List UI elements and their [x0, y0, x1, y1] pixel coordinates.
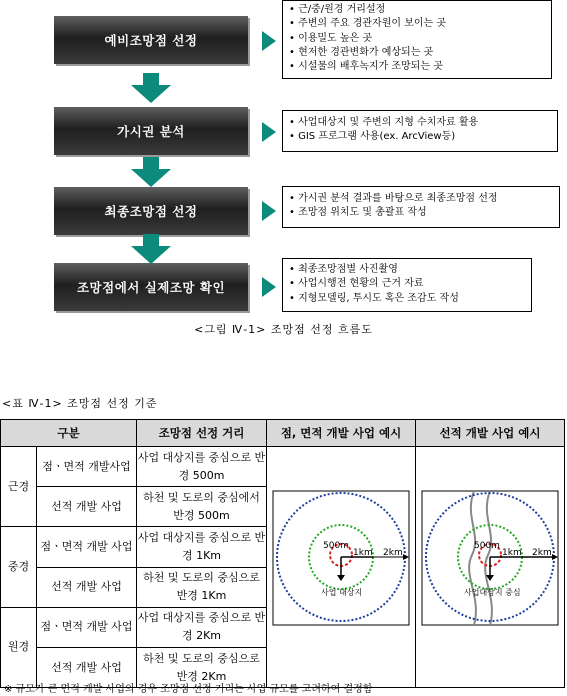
step-label: 예비조망점 선정 — [104, 33, 198, 48]
detail-item: • 근/중/원경 거리설정 — [297, 3, 545, 17]
table-row — [1, 447, 565, 487]
step-preliminary-viewpoint — [54, 16, 248, 64]
right-arrow-icon — [262, 31, 276, 51]
project-type: 점ㆍ면적 개발 사업 — [37, 527, 137, 568]
area-example-diagram — [267, 447, 416, 688]
down-arrow-icon — [131, 73, 171, 103]
project-type: 점ㆍ면적 개발사업 — [37, 447, 137, 487]
radius-label-500m: 500m — [323, 541, 349, 551]
detail-item: • 시설물의 배후녹지가 조망되는 곳 — [297, 60, 545, 74]
project-type: 선적 개발 사업 — [37, 567, 137, 607]
step-detail-box — [282, 258, 532, 312]
right-arrow-icon — [262, 122, 276, 142]
table-title: <표 Ⅳ-1> 조망점 선정 기준 — [2, 397, 158, 410]
criteria-text: 하천 및 도로의 중심에서 반경 500m — [137, 487, 267, 527]
linear-diagram-svg — [416, 447, 564, 681]
project-type: 점ㆍ면적 개발 사업 — [37, 607, 137, 648]
step-label: 최종조망점 선정 — [104, 204, 198, 219]
step-label: 조망점에서 실제조망 확인 — [76, 280, 226, 295]
criteria-text: 하천 및 도로의 중심으로 반경 1Km — [137, 567, 267, 607]
figure-caption: <그림 Ⅳ-1> 조망점 선정 흐름도 — [194, 323, 373, 336]
detail-item: • 이용밀도 높은 곳 — [297, 32, 545, 46]
group-name: 중경 — [1, 527, 37, 608]
group-name: 원경 — [1, 607, 37, 688]
criteria-table — [0, 419, 565, 688]
arrow-icon — [337, 575, 345, 581]
detail-item: • 조망점 위치도 및 총괄표 작성 — [297, 206, 553, 220]
footnote: ※ 규모가 큰 면적 개발 사업의 경우 조망점 선정 거리는 사업 규모를 고려하여 결정함 — [4, 684, 373, 695]
step-visibility-analysis — [54, 107, 248, 155]
step-detail-box — [282, 110, 558, 152]
detail-item: • GIS 프로그램 사용(ex. ArcView등) — [297, 130, 551, 144]
header-area-example: 점, 면적 개발 사업 예시 — [267, 420, 416, 447]
linear-example-diagram — [416, 447, 565, 688]
right-arrow-icon — [262, 201, 276, 221]
radius-label-1km: 1km — [353, 548, 373, 558]
right-arrow-icon — [262, 277, 276, 297]
radius-label-2km: 2km — [532, 548, 552, 558]
detail-item: • 가시권 분석 결과를 바탕으로 최종조망점 선정 — [297, 192, 553, 206]
area-diagram-svg — [267, 447, 415, 681]
project-type: 선적 개발 사업 — [37, 487, 137, 527]
radius-label-500m: 500m — [474, 541, 500, 551]
criteria-text: 사업 대상지를 중심으로 반경 500m — [137, 447, 267, 487]
radius-label-2km: 2km — [383, 548, 403, 558]
river-line — [469, 491, 476, 625]
down-arrow-icon — [131, 157, 171, 187]
header-linear-example: 선적 개발 사업 예시 — [416, 420, 565, 447]
detail-item: • 지형모델링, 투시도 혹은 조감도 작성 — [297, 292, 525, 306]
detail-item: • 현저한 경관변화가 예상되는 곳 — [297, 46, 545, 60]
step-detail-box — [282, 0, 552, 79]
criteria-text: 사업 대상지를 중심으로 반경 1Km — [137, 527, 267, 568]
table-header-row — [1, 420, 565, 447]
detail-item: • 사업시행전 현황의 근거 자료 — [297, 277, 525, 291]
center-label: 사업 대상지 — [321, 588, 363, 597]
project-type: 선적 개발 사업 — [37, 648, 137, 688]
header-distance: 조망점 선정 거리 — [137, 420, 267, 447]
arrow-icon — [552, 554, 558, 560]
radius-label-1km: 1km — [502, 548, 522, 558]
step-label: 가시권 분석 — [117, 124, 185, 139]
group-name: 근경 — [1, 447, 37, 527]
down-arrow-icon — [131, 234, 171, 264]
criteria-text: 하천 및 도로의 중심으로 반경 2Km — [137, 648, 267, 688]
river-line — [485, 491, 492, 625]
step-actual-view-check — [54, 263, 248, 311]
step-detail-box — [282, 186, 560, 228]
arrow-icon — [403, 554, 409, 560]
center-label: 사업대상지 중심 — [464, 588, 521, 597]
header-category: 구분 — [1, 420, 137, 447]
detail-item: • 사업대상지 및 주변의 지형 수치자료 활용 — [297, 116, 551, 130]
criteria-text: 사업 대상지를 중심으로 반경 2Km — [137, 607, 267, 648]
detail-item: • 최종조망점별 사진촬영 — [297, 263, 525, 277]
detail-item: • 주변의 주요 경관자원이 보이는 곳 — [297, 17, 545, 31]
step-final-viewpoint — [54, 187, 248, 235]
